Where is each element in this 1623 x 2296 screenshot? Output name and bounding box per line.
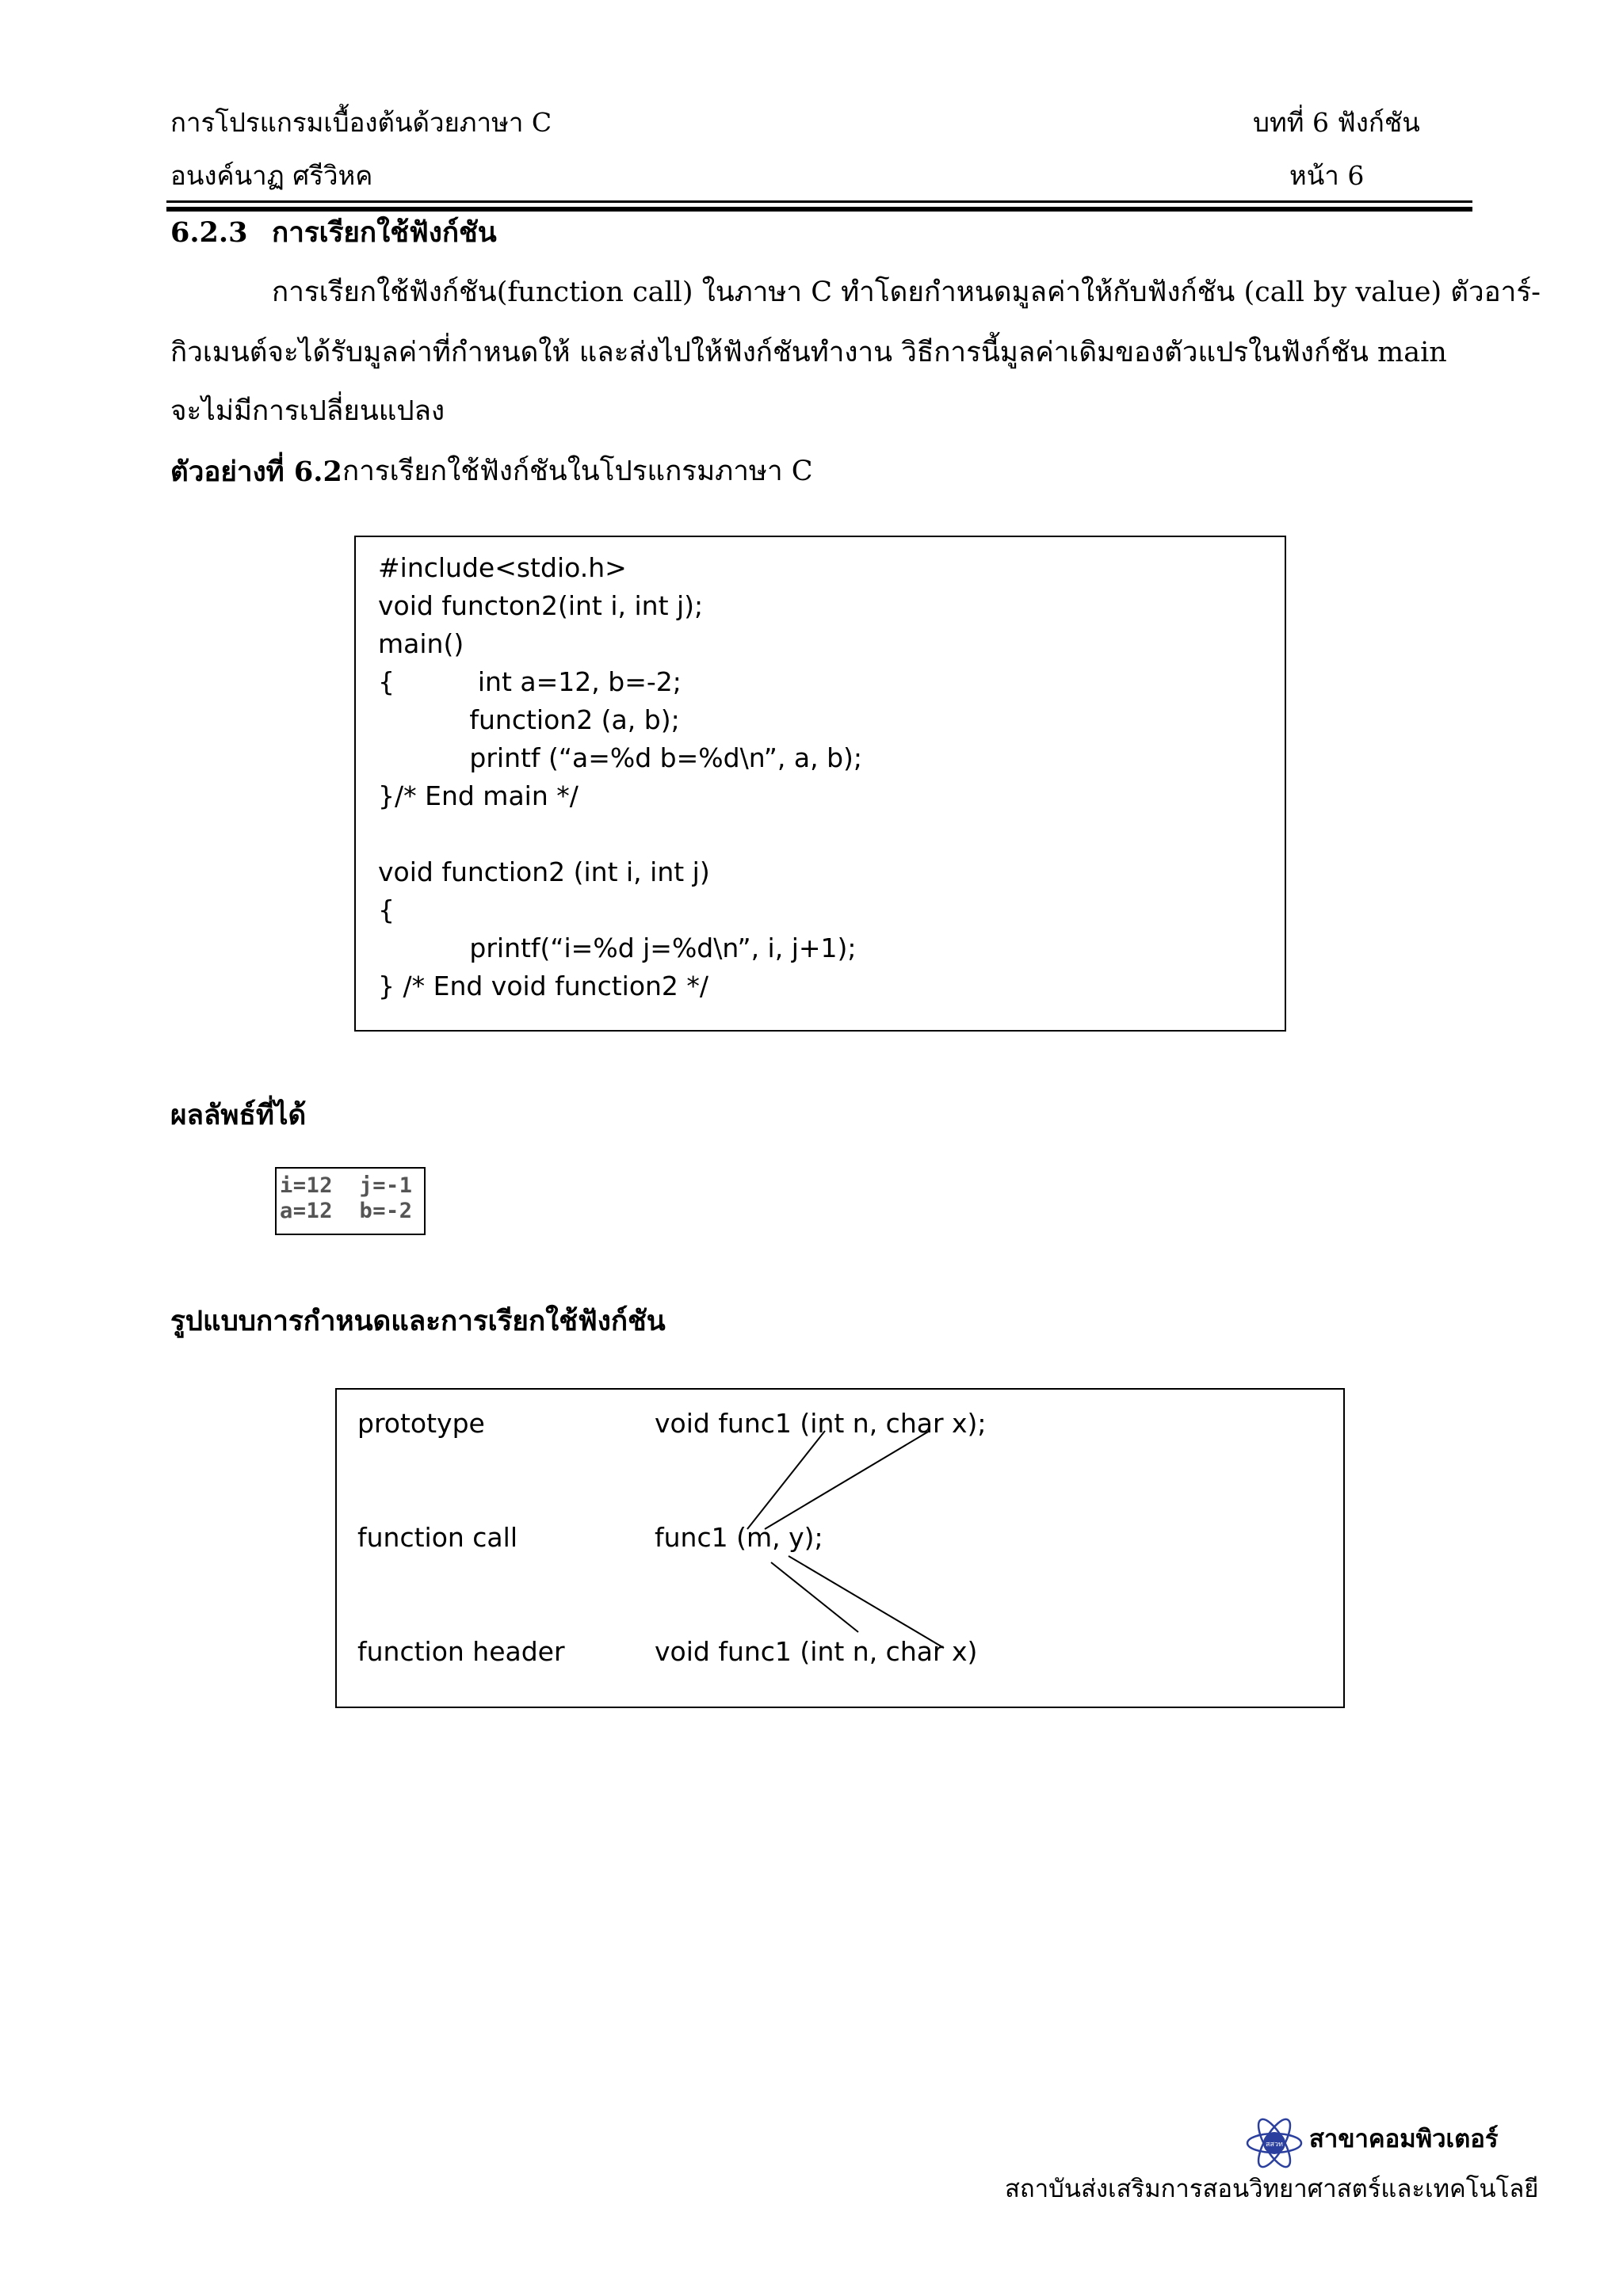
argument-mapping-lines [337, 1390, 1343, 1707]
example-caption: การเรียกใช้ฟังก์ชันในโปรแกรมภาษา C [342, 456, 813, 487]
code-line: }/* End main */ [378, 780, 579, 811]
page-number: หน้า 6 [1289, 160, 1365, 191]
institute-logo [1246, 2115, 1303, 2172]
paragraph-line-2: กิวเมนต์จะได้รับมูลค่าที่กำหนดให้ และส่งไปให้ฟังก์ชันทำงาน วิธีการนี้มูลค่าเดิมของตัวแปรในฟังก์ชัน main [170, 337, 1447, 368]
footer-institute: สถาบันส่งเสริมการสอนวิทยาศาสตร์และเทคโนโลยี [1005, 2175, 1539, 2203]
paragraph-line-1: การเรียกใช้ฟังก์ชัน(function call) ในภาษา C ทำโดยกำหนดมูลค่าให้กับฟังก์ชัน (call by value) ตัวอาร์- [272, 277, 1541, 308]
paragraph-line-3: จะไม่มีการเปลี่ยนแปลง [170, 395, 445, 427]
diagram-label-call: function call [357, 1522, 517, 1553]
code-line: { int a=12, b=-2; [378, 666, 682, 697]
code-line: printf(“i=%d j=%d\n”, i, j+1); [378, 933, 857, 963]
example-label: ตัวอย่างที่ 6.2 [170, 456, 342, 488]
header-rule-top [166, 200, 1472, 203]
console-output [275, 1167, 426, 1235]
diagram-label-header: function header [357, 1636, 565, 1667]
chapter-title: บทที่ 6 ฟังก์ชัน [1253, 107, 1420, 138]
code-line: void functon2(int i, int j); [378, 590, 704, 621]
code-line: void function2 (int i, int j) [378, 856, 710, 887]
line-m-to-n [747, 1431, 825, 1529]
console-line: a=12 b=-2 [280, 1199, 413, 1223]
line-m-to-n-header [771, 1562, 858, 1632]
result-heading: ผลลัพธ์ที่ได้ [170, 1099, 307, 1131]
line-y-to-x [765, 1431, 930, 1529]
code-line: printf (“a=%d b=%d\n”, a, b); [378, 742, 863, 773]
call-diagram-box [335, 1388, 1345, 1708]
code-listing-box [354, 536, 1286, 1032]
code-line: function2 (a, b); [378, 704, 680, 735]
diagram-label-prototype: prototype [357, 1408, 485, 1439]
diagram-code-prototype: void func1 (int n, char x); [655, 1408, 987, 1439]
svg-text:สสวท: สสวท [1266, 2141, 1283, 2149]
diagram-code-header: void func1 (int n, char x) [655, 1636, 978, 1667]
console-line: i=12 j=-1 [280, 1173, 413, 1198]
course-title: การโปรแกรมเบื้องต้นด้วยภาษา C [170, 107, 552, 138]
section-number: 6.2.3 [170, 216, 248, 249]
diagram-code-call: func1 (m, y); [655, 1522, 823, 1553]
section-title: การเรียกใช้ฟังก์ชัน [272, 216, 497, 249]
code-line: { [378, 894, 395, 925]
code-line: #include<stdio.h> [378, 552, 627, 583]
header-rule-bottom [166, 207, 1472, 212]
footer-department: สาขาคอมพิวเตอร์ [1309, 2125, 1499, 2153]
code-line: main() [378, 628, 464, 659]
form-heading: รูปแบบการกำหนดและการเรียกใช้ฟังก์ชัน [170, 1305, 666, 1337]
author-name: อนงค์นาฏ ศรีวิหค [170, 160, 373, 191]
code-line: } /* End void function2 */ [378, 971, 709, 1001]
line-y-to-x-header [789, 1556, 944, 1648]
